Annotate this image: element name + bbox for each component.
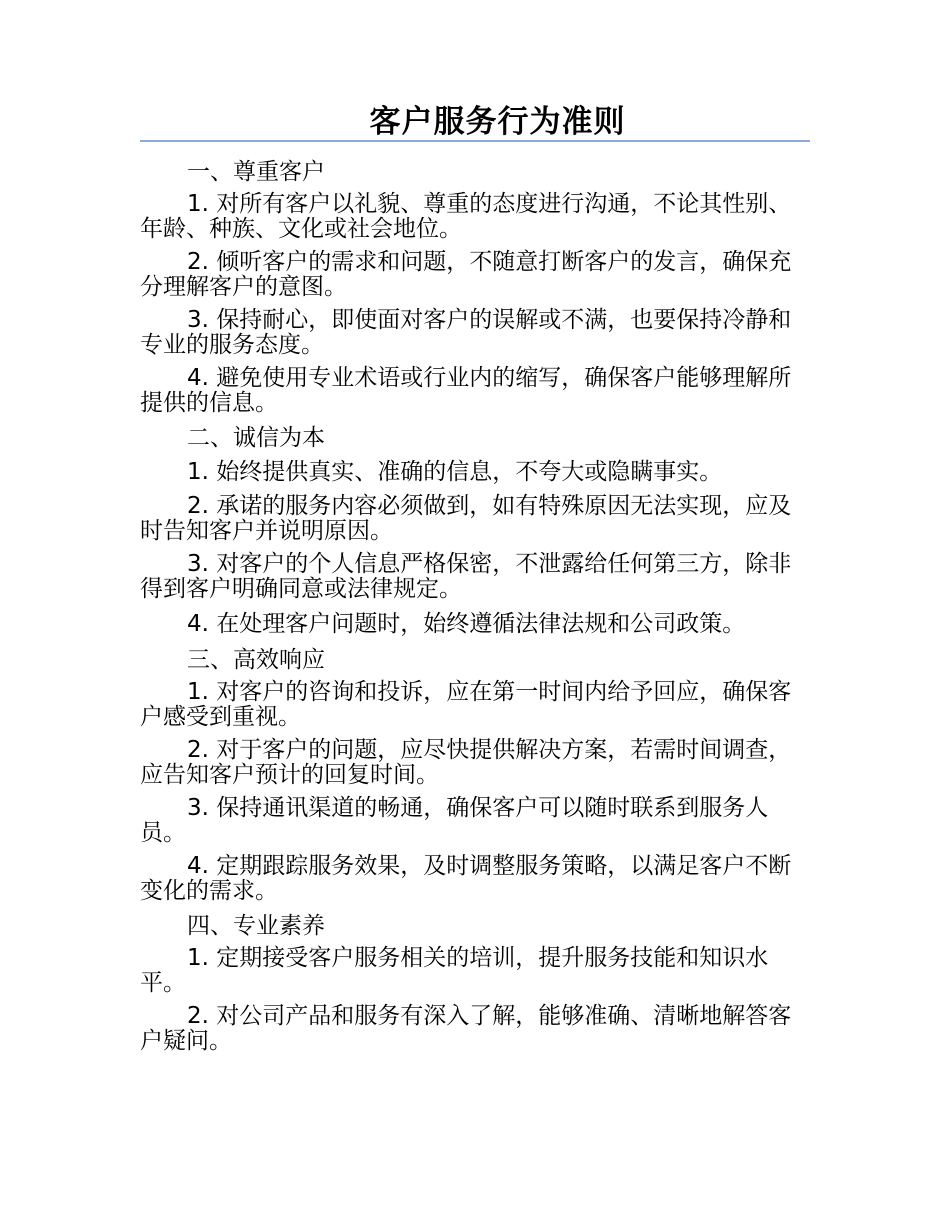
paragraph-item: 3. 对客户的个人信息严格保密，不泄露给任何第三方，除非得到客户明确同意或法律规定。: [140, 551, 792, 602]
section-heading: 一、尊重客户: [187, 159, 325, 185]
paragraph-item: 1. 始终提供真实、准确的信息，不夸大或隐瞒事实。: [187, 459, 723, 485]
section-heading: 三、高效响应: [187, 647, 325, 673]
document-body: [140, 158, 810, 1054]
document-title: 客户服务行为准则: [369, 104, 626, 140]
paragraph-item: 2. 对公司产品和服务有深入了解，能够准确、清晰地解答客户疑问。: [140, 1003, 792, 1054]
section-heading: 二、诚信为本: [187, 425, 325, 451]
paragraph-item: 4. 定期跟踪服务效果，及时调整服务策略，以满足客户不断变化的需求。: [140, 853, 792, 904]
paragraph-item: 1. 对所有客户以礼貌、尊重的态度进行沟通，不论其性别、年龄、种族、文化或社会地位。: [140, 191, 792, 242]
document-page: [140, 0, 810, 1062]
paragraph-item: 4. 在处理客户问题时，始终遵循法律法规和公司政策。: [187, 611, 746, 637]
paragraph-item: 3. 保持通讯渠道的畅通，确保客户可以随时联系到服务人员。: [140, 795, 769, 846]
section-efficient-response: [140, 646, 810, 904]
section-integrity: [140, 424, 810, 638]
title-underline: [140, 140, 810, 142]
paragraph-item: 2. 对于客户的问题，应尽快提供解决方案，若需时间调查，应告知客户预计的回复时间。: [140, 737, 792, 788]
section-heading: 四、专业素养: [187, 913, 325, 939]
section-respect-customers: [140, 158, 810, 416]
paragraph-item: 3. 保持耐心，即使面对客户的误解或不满，也要保持冷静和专业的服务态度。: [140, 307, 792, 358]
section-professionalism: [140, 912, 810, 1054]
paragraph-item: 1. 定期接受客户服务相关的培训，提升服务技能和知识水平。: [140, 945, 769, 996]
paragraph-item: 1. 对客户的咨询和投诉，应在第一时间内给予回应，确保客户感受到重视。: [140, 679, 792, 730]
paragraph-item: 2. 承诺的服务内容必须做到，如有特殊原因无法实现，应及时告知客户并说明原因。: [140, 493, 792, 544]
paragraph-item: 2. 倾听客户的需求和问题，不随意打断客户的发言，确保充分理解客户的意图。: [140, 249, 792, 300]
paragraph-item: 4. 避免使用专业术语或行业内的缩写，确保客户能够理解所提供的信息。: [140, 365, 792, 416]
